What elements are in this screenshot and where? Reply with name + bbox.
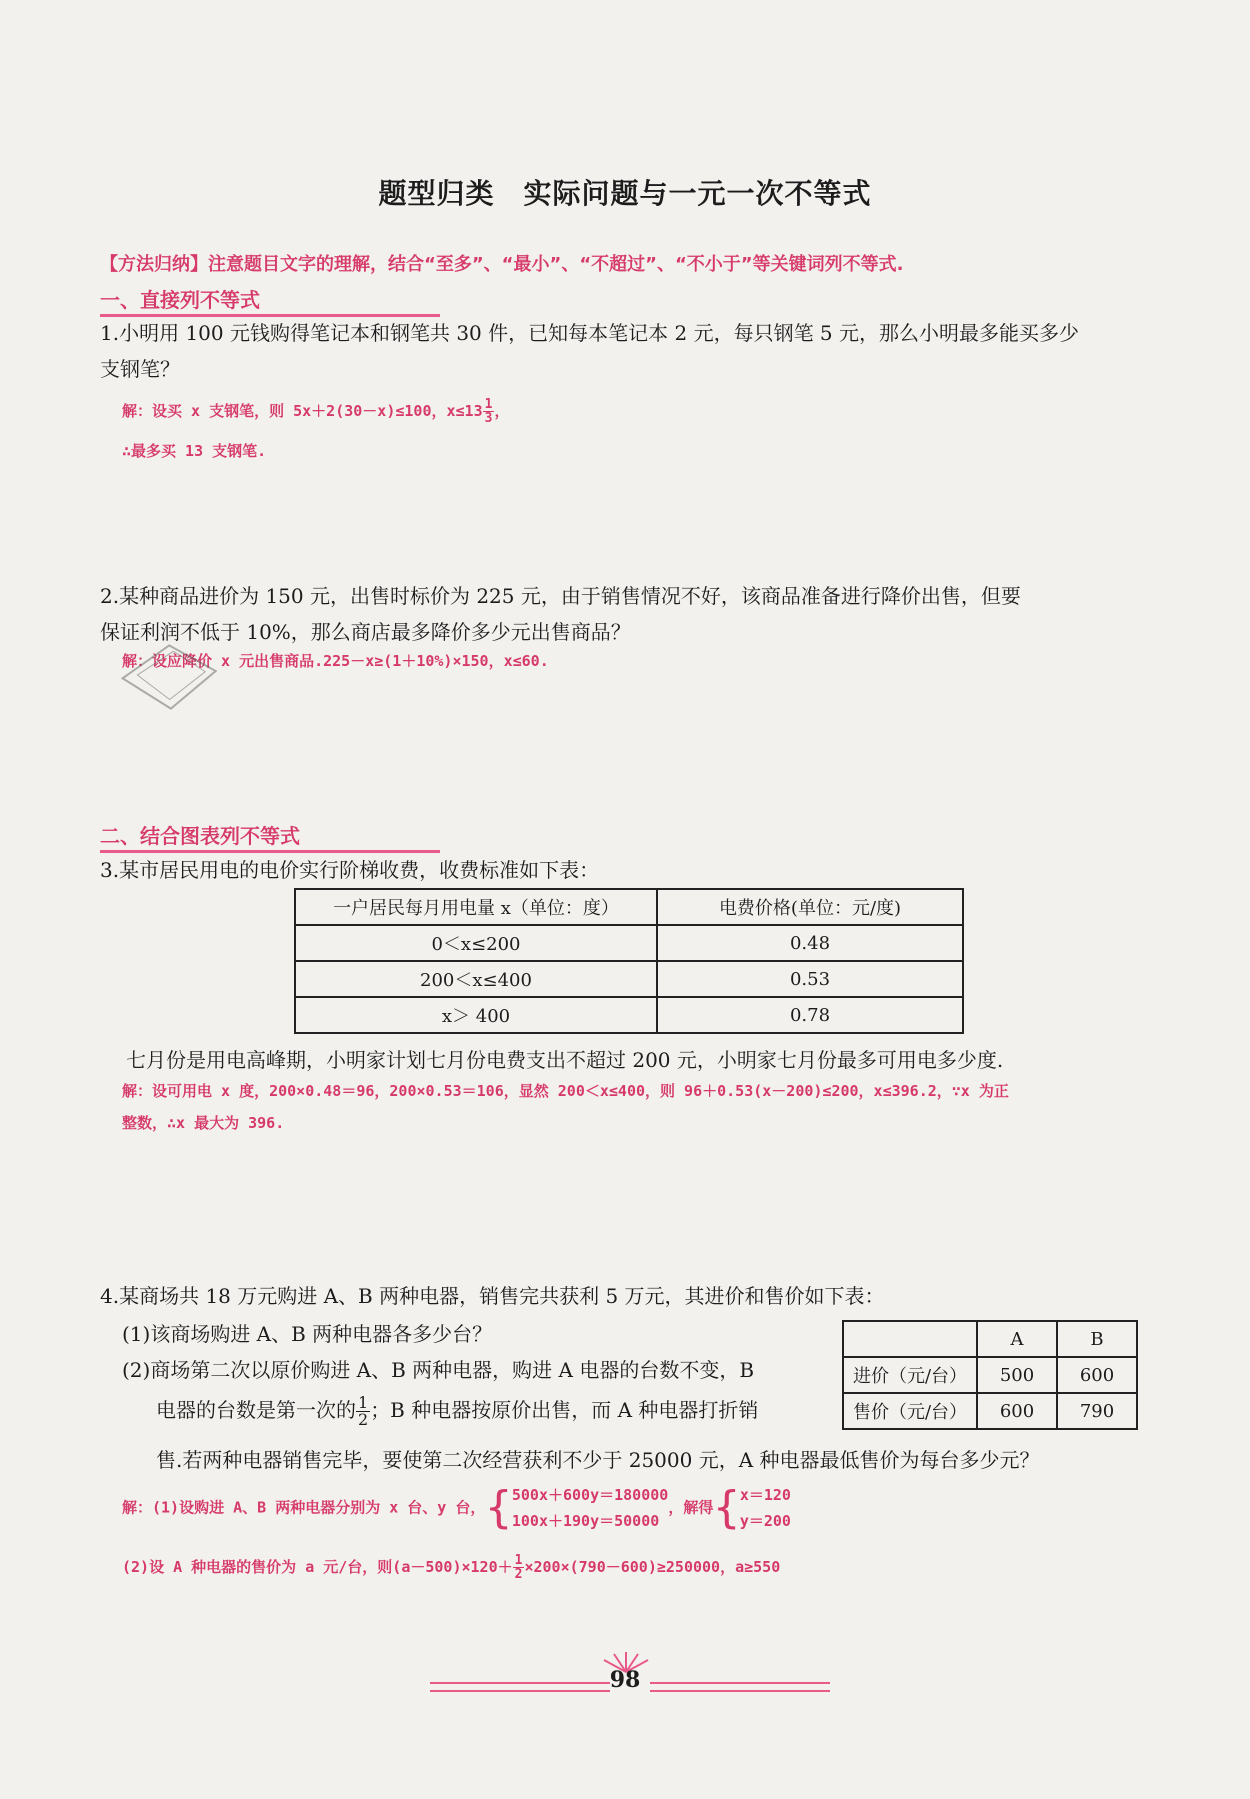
question-4-intro: 4.某商场共 18 万元购进 A、B 两种电器，销售完共获利 5 万元，其进价和售价如下表： bbox=[100, 1284, 885, 1308]
question-4-part-2-line-1: (2)商场第二次以原价购进 A、B 两种电器，购进 A 电器的台数不变，B bbox=[122, 1358, 755, 1382]
table-row bbox=[843, 1393, 1137, 1429]
table-header-row bbox=[295, 889, 963, 925]
question-1-line-2: 支钢笔？ bbox=[100, 357, 180, 381]
table-cell: 200＜x≤400 bbox=[295, 961, 657, 997]
question-1-line-1: 1.小明用 100 元钱购得笔记本和钢笔共 30 件，已知每本笔记本 2 元，每只钢笔 5 元，那么小明最多能买多少 bbox=[100, 321, 1080, 345]
equation: x＝120 bbox=[739, 1486, 791, 1504]
table-cell: x＞ 400 bbox=[295, 997, 657, 1033]
equation: 500x＋600y＝180000 bbox=[511, 1486, 669, 1504]
equation: 100x＋190y＝50000 bbox=[511, 1512, 660, 1530]
fraction-numerator: 1 bbox=[358, 1393, 369, 1412]
equation: y＝200 bbox=[739, 1512, 791, 1530]
question-2-line-2: 保证利润不低于 10%，那么商店最多降价多少元出售商品？ bbox=[100, 620, 631, 644]
solution-4-text: (2)设 A 种电器的售价为 a 元/台，则(a－500)×120＋ bbox=[122, 1558, 513, 1576]
fraction-denominator: 2 bbox=[514, 1567, 523, 1582]
table-row bbox=[843, 1357, 1137, 1393]
question-4-part-1: (1)该商场购进 A、B 两种电器各多少台？ bbox=[122, 1322, 493, 1346]
question-1 bbox=[100, 315, 1140, 387]
section-heading-1 bbox=[100, 284, 260, 313]
table-cell: 进价（元/台） bbox=[843, 1357, 977, 1393]
question-4-part-2-line-2 bbox=[156, 1392, 836, 1428]
price-table bbox=[842, 1320, 1138, 1430]
table-header-cell bbox=[843, 1321, 977, 1357]
table-cell: 500 bbox=[977, 1357, 1057, 1393]
solution-4-part-1 bbox=[122, 1482, 1132, 1534]
table-header-cell: 电费价格(单位：元/度) bbox=[657, 889, 963, 925]
question-3-text: 七月份是用电高峰期，小明家计划七月份电费支出不超过 200 元，小明家七月份最多可用电多少度. bbox=[126, 1048, 1004, 1072]
table-header-cell: 一户居民每月用电量 x（单位：度） bbox=[295, 889, 657, 925]
section-heading-2-text: 二、结合图表列不等式 bbox=[100, 824, 300, 848]
solution-1-line-1 bbox=[122, 396, 1132, 426]
table-cell: 0.78 bbox=[657, 997, 963, 1033]
electricity-price-table bbox=[294, 888, 964, 1034]
fraction bbox=[356, 1395, 370, 1428]
page-number: 98 bbox=[609, 1667, 641, 1693]
question-3-intro: 3.某市居民用电的电价实行阶梯收费，收费标准如下表： bbox=[100, 858, 600, 882]
table-cell: 0.53 bbox=[657, 961, 963, 997]
page-title: 题型归类 实际问题与一元一次不等式 bbox=[378, 177, 872, 210]
left-brace: { bbox=[485, 1482, 512, 1533]
fraction-numerator: 1 bbox=[514, 1553, 523, 1568]
question-2 bbox=[100, 578, 1140, 650]
solution-3-line-1: 解：设可用电 x 度，200×0.48＝96，200×0.53＝106，显然 200＜x≤400，则 96＋0.53(x－200)≤200，x≤396.2，∵x 为正 bbox=[122, 1082, 1009, 1100]
table-header-cell: B bbox=[1057, 1321, 1137, 1357]
fraction bbox=[513, 1554, 525, 1581]
section-heading-1-text: 一、直接列不等式 bbox=[100, 288, 260, 312]
equation-system-2 bbox=[740, 1482, 791, 1534]
table-row bbox=[295, 997, 963, 1033]
fraction-denominator: 2 bbox=[358, 1410, 369, 1429]
method-summary: 【方法归纳】注意题目文字的理解，结合“至多”、“最小”、“不超过”、“不小于”等关键词列不等式. bbox=[100, 254, 904, 275]
question-2-line-1: 2.某种商品进价为 150 元，出售时标价为 225 元，由于销售情况不好，该商品准备进行降价出售，但要 bbox=[100, 584, 1021, 608]
table-row bbox=[295, 925, 963, 961]
solution-1-text-tail: ， bbox=[494, 402, 510, 420]
solution-4-part-2 bbox=[122, 1552, 1132, 1582]
section-heading-2 bbox=[100, 820, 300, 849]
table-cell: 600 bbox=[1057, 1357, 1137, 1393]
question-4-part-2-line-3: 售.若两种电器销售完毕，要使第二次经营获利不少于 25000 元，A 种电器最低售价为每台多少元？ bbox=[156, 1448, 1040, 1472]
left-brace: { bbox=[713, 1482, 740, 1533]
solution-3-line-2: 整数，∴x 最大为 396. bbox=[122, 1114, 285, 1132]
question-4-text: 电器的台数是第一次的 bbox=[156, 1398, 356, 1422]
table-cell: 790 bbox=[1057, 1393, 1137, 1429]
solution-1-line-2: ∴最多买 13 支钢笔. bbox=[122, 442, 267, 460]
fraction-denominator: 3 bbox=[484, 411, 493, 426]
solution-1-text: 解：设买 x 支钢笔，则 5x＋2(30－x)≤100，x≤13 bbox=[122, 402, 483, 420]
table-cell: 0＜x≤200 bbox=[295, 925, 657, 961]
solution-1 bbox=[122, 396, 1132, 466]
solution-3 bbox=[122, 1076, 1132, 1138]
solution-4-text: 解：(1)设购进 A、B 两种电器分别为 x 台、y 台， bbox=[122, 1498, 486, 1517]
table-cell: 售价（元/台） bbox=[843, 1393, 977, 1429]
question-4-text-tail: ；B 种电器按原价出售，而 A 种电器打折销 bbox=[370, 1398, 759, 1422]
fraction-numerator: 1 bbox=[484, 397, 493, 412]
table-cell: 0.48 bbox=[657, 925, 963, 961]
solution-2: 解：设应降价 x 元出售商品.225－x≥(1＋10%)×150，x≤60. bbox=[122, 652, 549, 670]
solution-4-text-mid: ，解得 bbox=[668, 1498, 714, 1517]
table-header-cell: A bbox=[977, 1321, 1057, 1357]
solution-4-text-tail: ×200×(790－600)≥250000，a≥550 bbox=[524, 1558, 781, 1576]
equation-system-1 bbox=[512, 1482, 668, 1534]
table-header-row bbox=[843, 1321, 1137, 1357]
table-cell: 600 bbox=[977, 1393, 1057, 1429]
fraction bbox=[483, 398, 495, 425]
table-row bbox=[295, 961, 963, 997]
